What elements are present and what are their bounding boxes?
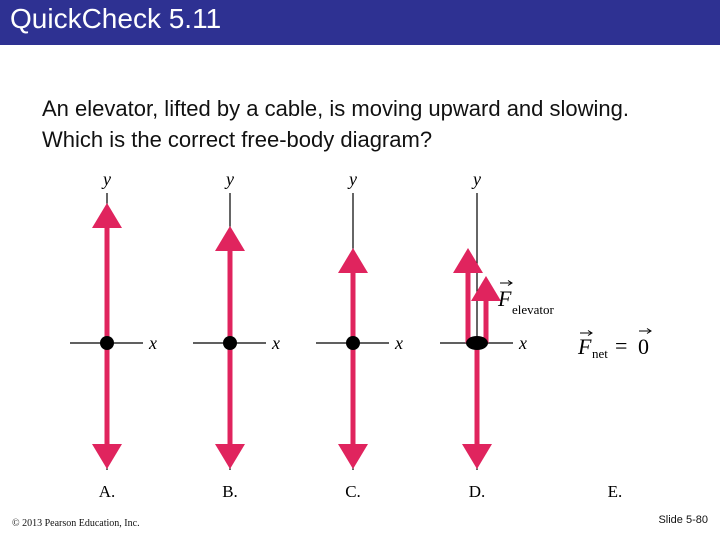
f-net-equation — [577, 329, 651, 362]
option-e[interactable] — [577, 329, 651, 502]
x-axis-label-c: x — [395, 333, 403, 353]
option-label-d[interactable]: D. — [468, 482, 486, 501]
particle-a — [100, 336, 114, 350]
y-axis-label-c: y — [349, 169, 357, 189]
option-label-e[interactable]: E. — [607, 482, 623, 501]
diagram-c[interactable] — [316, 169, 403, 501]
slide-title: QuickCheck 5.11 — [10, 3, 222, 34]
f-elevator-symbol: F — [498, 286, 512, 311]
f-net-symbol: F — [578, 334, 592, 359]
x-axis-label-d: x — [519, 333, 527, 353]
zero-vector: 0 — [638, 334, 649, 359]
diagram-a[interactable] — [70, 169, 157, 501]
option-label-b[interactable]: B. — [222, 482, 238, 501]
diagram-d[interactable] — [440, 169, 555, 501]
x-axis-label-b: x — [272, 333, 280, 353]
particle-b — [223, 336, 237, 350]
question-text: An elevator, lifted by a cable, is moving upward and slowing. Which is the correct free-body diagram? — [42, 96, 629, 152]
particle-d — [466, 336, 488, 350]
equals-sign: = — [615, 333, 628, 358]
option-label-c[interactable]: C. — [345, 482, 361, 501]
option-label-a[interactable]: A. — [98, 482, 116, 501]
f-elevator-subscript: elevator — [512, 302, 554, 317]
y-axis-label-a: y — [103, 169, 111, 189]
y-axis-label-d: y — [473, 169, 481, 189]
f-net-subscript: net — [592, 346, 608, 361]
particle-c — [346, 336, 360, 350]
diagram-b[interactable] — [193, 169, 280, 501]
slide-number: Slide 5-80 — [658, 514, 708, 526]
copyright-text: © 2013 Pearson Education, Inc. — [12, 518, 140, 529]
x-axis-label-a: x — [149, 333, 157, 353]
f-elevator-label — [497, 281, 555, 318]
y-axis-label-b: y — [226, 169, 234, 189]
